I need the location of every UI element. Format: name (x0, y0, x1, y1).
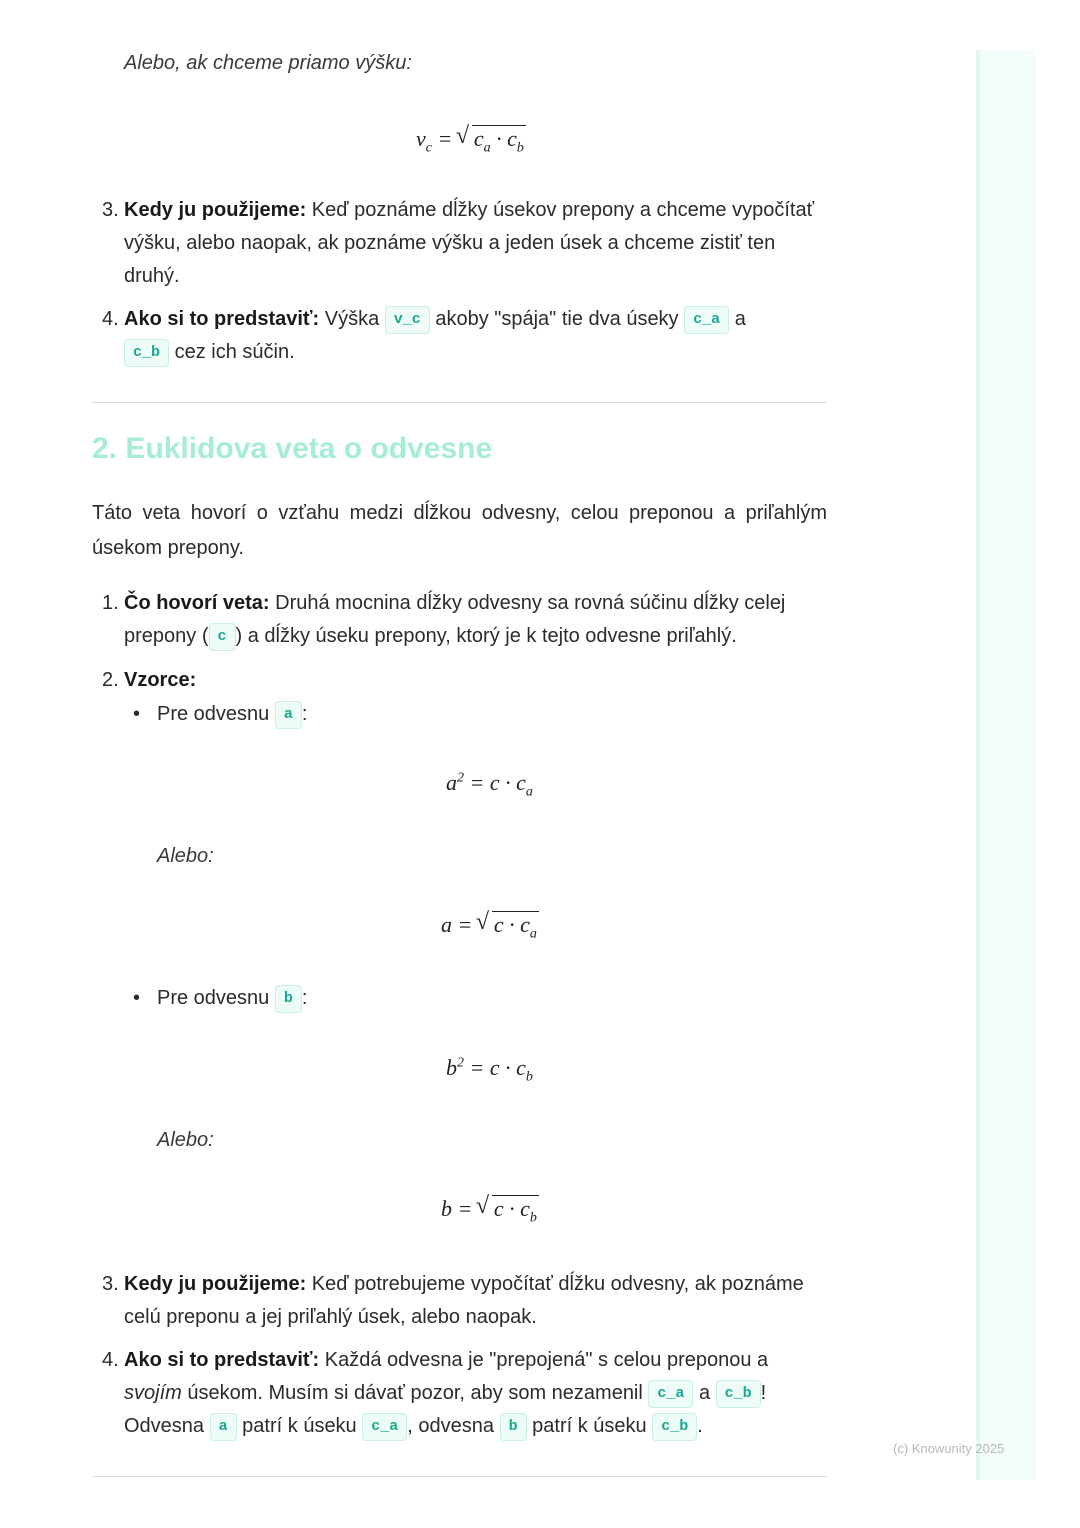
alebo-label: Alebo: (157, 845, 214, 867)
section-intro: Táto veta hovorí o vzťahu medzi dĺžkou odvesny, celou preponou a priľahlým úsekom prepony. (92, 502, 827, 559)
intro-italic: Alebo, ak chceme priamo výšku: (124, 52, 412, 74)
code-a: a (275, 701, 302, 729)
code-c-b: c_b (124, 339, 169, 367)
right-margin-panel (976, 50, 1036, 1480)
code-a: a (210, 1413, 237, 1441)
list-item-when-used: 3. Kedy ju použijeme: Keď poznáme dĺžky úsekov prepony a chceme vypočítať výšku, alebo naopak, ak poznáme výšku a jeden úsek a chceme zistiť ten druhý. (102, 199, 815, 287)
bullet-odvesna-b: • Pre odvesnu b : (157, 982, 307, 1015)
bullet-odvesna-a: • Pre odvesnu a : (157, 698, 307, 731)
list-item-imagine: 4. Ako si to predstaviť: Každá odvesna je "prepojená" s celou preponou a svojím úsekom. Musím si dávať pozor, aby som nezamenil c_a a c_b ! Odvesna a patrí k úseku c_a , odvesna b patrí k úseku c_b . (124, 1344, 827, 1443)
code-c-a: c_a (648, 1380, 693, 1408)
formula-vc: $v_c$ = √ $c_a \cdot c_b$ (416, 126, 526, 156)
code-c: c (209, 623, 236, 651)
list-item-what-says: 1. Čo hovorí veta: Druhá mocnina dĺžky odvesny sa rovná súčinu dĺžky celej prepony ( c ) a dĺžky úseku prepony, ktorý je k tejto odvesne priľahlý. (124, 587, 827, 653)
watermark: (c) Knowunity 2025 (893, 1441, 1005, 1456)
divider (92, 402, 827, 403)
code-c-a: c_a (684, 306, 729, 334)
formula-a-sqrt: a = √ $c \cdot c_a$ (441, 912, 539, 942)
list-item-imagine: 4. Ako si to predstaviť: Výška v_c akoby "spája" tie dva úseky c_a a c_b cez ich súčin. (124, 303, 827, 369)
alebo-label: Alebo: (157, 1129, 214, 1151)
section-heading: 2. Euklidova veta o odvesne (92, 432, 493, 465)
code-b: b (275, 985, 302, 1013)
code-v-c: v_c (385, 306, 430, 334)
divider (92, 1476, 827, 1477)
formula-a-squared: $a^2 = c \cdot c_a$ (446, 770, 533, 800)
code-c-b: c_b (652, 1413, 697, 1441)
list-item-formulas: 2. Vzorce: (102, 669, 197, 691)
formula-b-sqrt: b = √ $c \cdot c_b$ (441, 1196, 539, 1226)
code-c-b: c_b (716, 1380, 761, 1408)
list-item-when-used: 3. Kedy ju použijeme: Keď potrebujeme vypočítať dĺžku odvesny, ak poznáme celú preponu a jej priľahlý úsek, alebo naopak. (102, 1273, 804, 1328)
formula-b-squared: $b^2 = c \cdot c_b$ (446, 1055, 533, 1085)
code-c-a: c_a (362, 1413, 407, 1441)
code-b: b (500, 1413, 527, 1441)
